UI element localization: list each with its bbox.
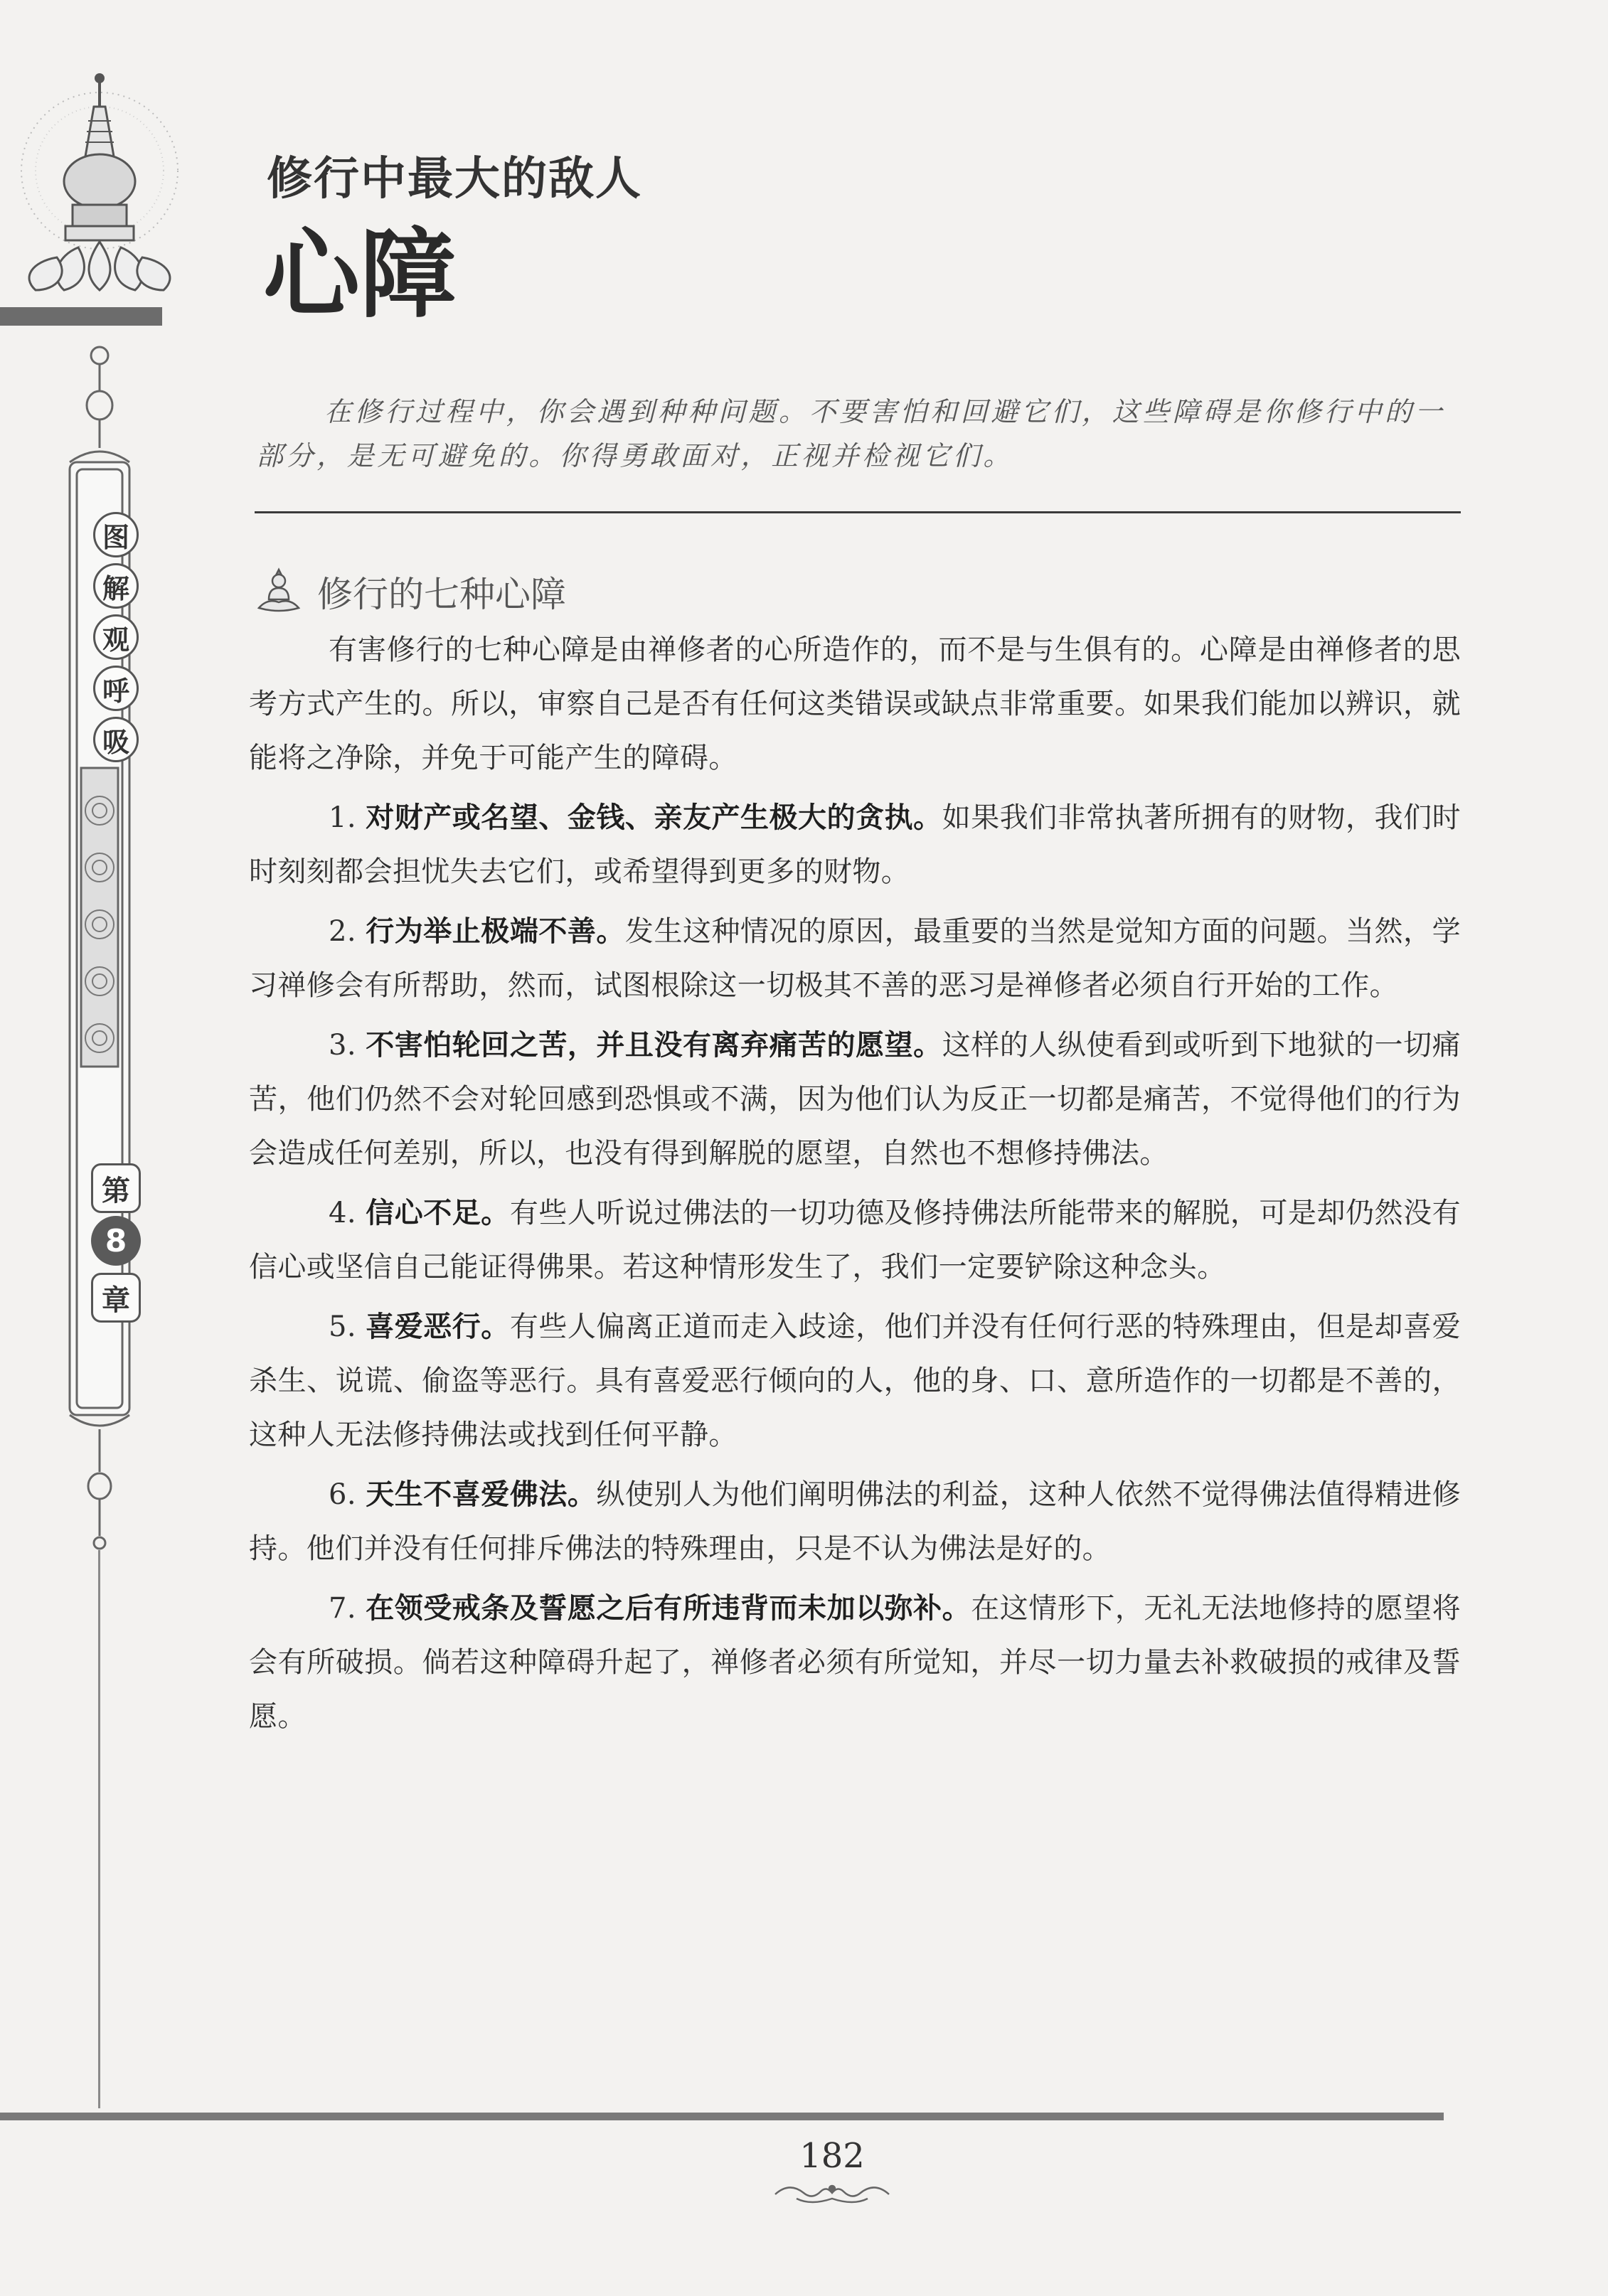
footer-rule bbox=[0, 2113, 1444, 2120]
item-heading: 喜爱恶行。 bbox=[366, 1310, 510, 1343]
section-title: 修行的七种心障 bbox=[317, 574, 566, 615]
item-text: 这样的人纵使看到或听到下地狱的一切痛苦，他们仍然不会对轮回感到恐惧或不满，因为他们认为反正一切都是痛苦，不觉得他们的行为会造成任何差别，所以，也没有得到解脱的愿望，自然也不想修持佛法。 bbox=[249, 1029, 1461, 1170]
item-number: 1. bbox=[329, 801, 366, 834]
item-number: 3. bbox=[329, 1029, 366, 1062]
item-heading: 不害怕轮回之苦，并且没有离弃痛苦的愿望。 bbox=[366, 1028, 942, 1062]
item-number: 7. bbox=[329, 1592, 366, 1625]
item-heading: 行为举止极端不善。 bbox=[366, 914, 625, 948]
book-title-char-5: 吸 bbox=[93, 717, 139, 762]
article-body bbox=[249, 623, 1461, 1749]
item-heading: 对财产或名望、金钱、亲友产生极大的贪执。 bbox=[366, 801, 942, 834]
book-title-char-2: 解 bbox=[93, 563, 139, 609]
item-heading: 信心不足。 bbox=[366, 1196, 510, 1229]
list-item bbox=[249, 1581, 1461, 1744]
book-title-char-4: 呼 bbox=[93, 666, 139, 711]
meditating-buddha-icon bbox=[255, 567, 303, 615]
chapter-suffix: 章 bbox=[91, 1273, 141, 1323]
list-item bbox=[249, 1468, 1461, 1576]
item-number: 4. bbox=[329, 1197, 366, 1229]
chapter-intro: 在修行过程中，你会遇到种种问题。不要害怕和回避它们，这些障碍是你修行中的一部分，是无可避免的。你得勇敢面对，正视并检视它们。 bbox=[256, 396, 1446, 471]
item-number: 5. bbox=[329, 1310, 366, 1343]
list-item bbox=[249, 1300, 1461, 1462]
list-item bbox=[249, 791, 1461, 899]
header-rule bbox=[0, 307, 162, 326]
item-text: 纵使别人为他们阐明佛法的利益，这种人依然不觉得佛法值得精进修持。他们并没有任何排斥佛法的特殊理由，只是不认为佛法是好的。 bbox=[249, 1478, 1461, 1565]
book-title-char-3: 观 bbox=[93, 614, 139, 660]
stupa-lotus-emblem bbox=[7, 64, 192, 299]
item-text: 有些人偏离正道而走入歧途，他们并没有任何行恶的特殊理由，但是却喜爱杀生、说谎、偷盗等恶行。具有喜爱恶行倾向的人，他的身、口、意所造作的一切都是不善的，这种人无法修持佛法或找到任何平静。 bbox=[249, 1310, 1461, 1451]
chapter-subtitle: 修行中最大的敌人 bbox=[267, 153, 642, 205]
list-item bbox=[249, 1018, 1461, 1180]
intro-divider bbox=[255, 511, 1461, 513]
item-heading: 在领受戒条及誓愿之后有所违背而未加以弥补。 bbox=[366, 1591, 971, 1625]
chapter-prefix: 第 bbox=[91, 1163, 141, 1213]
item-heading: 天生不喜爱佛法。 bbox=[366, 1478, 597, 1511]
list-item bbox=[249, 1186, 1461, 1294]
item-number: 2. bbox=[329, 915, 366, 948]
chapter-number-badge: 8 bbox=[91, 1216, 141, 1266]
scroll-stem bbox=[98, 1550, 100, 2108]
list-item bbox=[249, 904, 1461, 1013]
item-number: 6. bbox=[329, 1478, 366, 1511]
item-text: 如果我们非常执著所拥有的财物，我们时时刻刻都会担忧失去它们，或希望得到更多的财物。 bbox=[249, 801, 1461, 888]
book-title-char-1: 图 bbox=[93, 512, 139, 557]
section-intro-paragraph: 有害修行的七种心障是由禅修者的心所造作的，而不是与生俱有的。心障是由禅修者的思考方式产生的。所以，审察自己是否有任何这类错误或缺点非常重要。如果我们能加以辨识，就能将之净除，并免于可能产生的障碍。 bbox=[249, 634, 1461, 774]
chapter-title: 心障 bbox=[263, 218, 457, 331]
item-text: 在这情形下，无礼无法地修持的愿望将会有所破损。倘若这种障碍升起了，禅修者必须有所觉知，并尽一切力量去补救破损的戒律及誓愿。 bbox=[249, 1592, 1461, 1733]
item-text: 发生这种情况的原因，最重要的当然是觉知方面的问题。当然，学习禅修会有所帮助，然而，试图根除这一切极其不善的恶习是禅修者必须自行开始的工作。 bbox=[249, 915, 1461, 1002]
page-number: 182 bbox=[799, 2136, 865, 2176]
item-text: 有些人听说过佛法的一切功德及修持佛法所能带来的解脱，可是却仍然没有信心或坚信自己能证得佛果。若这种情形发生了，我们一定要铲除这种念头。 bbox=[249, 1197, 1461, 1283]
flourish-ornament-icon bbox=[768, 2177, 896, 2209]
